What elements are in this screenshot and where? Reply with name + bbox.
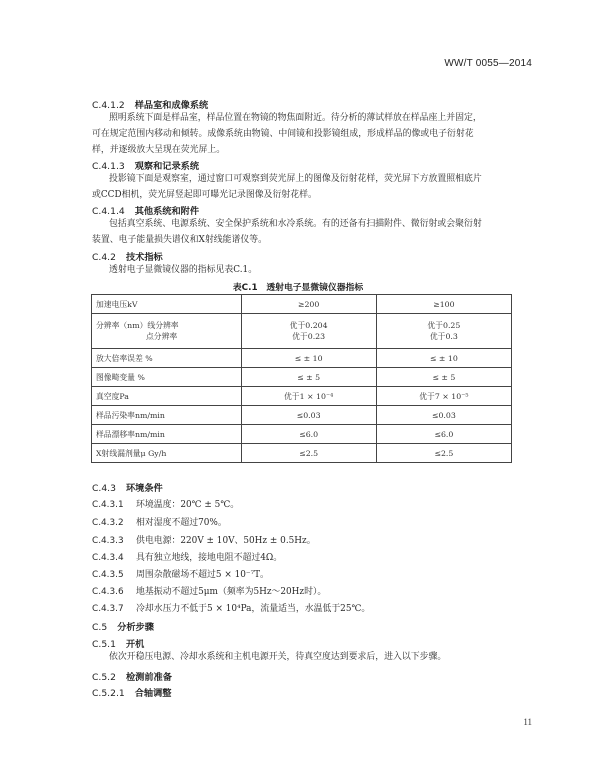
item-number: C.4.3.4: [92, 553, 124, 563]
value-cell: ≤0.03: [241, 406, 376, 425]
row-label: 样品污染率nm/min: [92, 406, 242, 425]
paragraph-line: 装置、电子能量损失谱仪和X射线能谱仪等。: [92, 235, 267, 245]
section-number: C.4.2: [92, 252, 116, 263]
item-text: 周围杂散磁场不超过5 × 10⁻⁷T。: [136, 570, 269, 580]
value-line: 优于0.25: [427, 321, 461, 330]
row-label: [92, 314, 242, 349]
section-title: 观察和记录系统: [134, 161, 200, 172]
section-number: C.5.1: [92, 639, 116, 650]
section-number: C.5.2: [92, 672, 116, 683]
value-cell: ≤0.03: [376, 406, 511, 425]
section-title: 其他系统和附件: [134, 206, 200, 217]
paragraph-c412: [92, 110, 522, 158]
value-cell: 优于1 × 10⁻⁴: [241, 387, 376, 406]
value-cell: ≤ ± 10: [376, 349, 511, 368]
env-item: [92, 550, 282, 563]
paragraph-line: 透射电子显微镜仪器的指标见表C.1。: [109, 265, 258, 275]
section-number: C.4.3: [92, 483, 116, 494]
table-row: [92, 425, 512, 444]
section-heading-c414: [92, 203, 199, 217]
section-number: C.5.2.1: [92, 688, 125, 699]
section-heading-c413: [92, 158, 199, 172]
paragraph-line: 包括真空系统、电源系统、安全保护系统和水冷系统。有的还备有扫描附件、微衍射或会聚衍射: [109, 219, 482, 229]
paragraph-c42: [92, 262, 522, 278]
item-text: 相对湿度不超过70%。: [136, 518, 227, 528]
item-number: C.4.3.5: [92, 570, 124, 580]
table-row: [92, 314, 512, 349]
section-heading-c412: [92, 97, 208, 111]
item-text: 具有独立地线，接地电阻不超过4Ω。: [136, 553, 283, 563]
section-title: 合轴调整: [134, 688, 172, 699]
section-number: C.4.1.3: [92, 161, 125, 172]
row-label: X射线漏剂量μ Gy/h: [92, 444, 242, 463]
section-heading-c51: [92, 636, 144, 650]
section-title: 技术指标: [125, 252, 163, 263]
value-cell: 优于7 × 10⁻⁵: [376, 387, 511, 406]
env-item: [92, 601, 370, 614]
value-line: 优于0.3: [429, 332, 458, 341]
value-cell: ≤2.5: [241, 444, 376, 463]
paragraph-line: 照明系统下面是样品室，样品位置在物镜的物焦面附近。待分析的薄试样放在样品座上并固定，: [109, 113, 482, 123]
item-number: C.4.3.3: [92, 536, 124, 546]
item-number: C.4.3.7: [92, 604, 124, 614]
value-cell: ≤6.0: [376, 425, 511, 444]
item-text: 环境温度：20℃ ± 5℃。: [136, 500, 240, 510]
section-heading-c42: [92, 249, 163, 263]
value-cell: ≤ ± 5: [376, 368, 511, 387]
paragraph-c51: [92, 649, 522, 665]
item-text: 供电电源：220V ± 10V、50Hz ± 0.5Hz。: [136, 536, 316, 546]
value-cell: [241, 314, 376, 349]
paragraph-line: 可在规定范围内移动和倾转。成像系统由物镜、中间镜和投影镜组成，形成样品的像或电子衍射花: [92, 129, 474, 139]
value-cell: ≤2.5: [376, 444, 511, 463]
table-row: [92, 368, 512, 387]
env-item: [92, 533, 316, 546]
table-row: [92, 406, 512, 425]
table-row: [92, 387, 512, 406]
section-title: 检测前准备: [125, 672, 172, 683]
value-cell: ≥200: [241, 295, 376, 314]
paragraph-c413: [92, 171, 522, 203]
row-label-line: 分辨率（nm）线分辨率: [96, 321, 179, 330]
value-cell: ≤ ± 10: [241, 349, 376, 368]
spec-table: [91, 294, 512, 463]
row-label-line: 点分辨率: [146, 332, 178, 341]
paragraph-line: 投影镜下面是观察室，通过窗口可观察到荧光屏上的图像及衍射花样，荧光屏下方放置照相底片: [109, 174, 482, 184]
section-number: C.4.1.2: [92, 100, 125, 111]
section-number: C.4.1.4: [92, 206, 125, 217]
section-title: 开机: [125, 639, 145, 650]
table-caption: 表C.1 透射电子显微镜仪器指标: [232, 283, 364, 293]
env-item: [92, 567, 269, 580]
item-text: 地基振动不超过5μm（频率为5Hz～20Hz时）。: [136, 587, 327, 597]
env-item: [92, 497, 239, 510]
row-label: 真空度Pa: [92, 387, 242, 406]
value-cell: [376, 314, 511, 349]
value-cell: ≤ ± 5: [241, 368, 376, 387]
item-number: C.4.3.1: [92, 500, 124, 510]
paragraph-line: 样，并逐级放大呈现在荧光屏上。: [92, 145, 226, 155]
value-cell: ≤6.0: [241, 425, 376, 444]
row-label: 放大倍率误差 %: [92, 349, 242, 368]
table-row: [92, 295, 512, 314]
env-item: [92, 515, 227, 528]
item-text: 冷却水压力不低于5 × 10⁴Pa，流量适当，水温低于25℃。: [136, 604, 371, 614]
paragraph-line: 依次开稳压电源、冷却水系统和主机电源开关，待真空度达到要求后，进入以下步骤。: [109, 652, 447, 662]
section-title: 分析步骤: [117, 622, 154, 633]
item-number: C.4.3.6: [92, 587, 124, 597]
env-item: [92, 584, 326, 597]
section-number: C.5: [92, 622, 108, 633]
table-row: [92, 444, 512, 463]
item-number: C.4.3.2: [92, 518, 124, 528]
section-heading-c52: [92, 669, 172, 683]
row-label: 样品漂移率nm/min: [92, 425, 242, 444]
section-title: 样品室和成像系统: [134, 100, 209, 111]
section-heading-c43: [92, 480, 163, 494]
paragraph-line: 或CCD相机，荧光屏竖起即可曝光记录图像及衍射花样。: [92, 190, 317, 200]
value-line: 优于0.23: [292, 332, 326, 341]
row-label: 加速电压kV: [92, 295, 242, 314]
section-heading-c5: [92, 619, 154, 633]
section-title: 环境条件: [125, 483, 163, 494]
row-label: 图像畸变量 %: [92, 368, 242, 387]
paragraph-c414: [92, 216, 522, 248]
value-cell: ≥100: [376, 295, 511, 314]
section-heading-c521: [92, 685, 171, 699]
document-code: WW/T 0055—2014: [444, 58, 532, 69]
value-line: 优于0.204: [289, 321, 328, 330]
page-number: 11: [523, 717, 532, 727]
table-row: [92, 349, 512, 368]
